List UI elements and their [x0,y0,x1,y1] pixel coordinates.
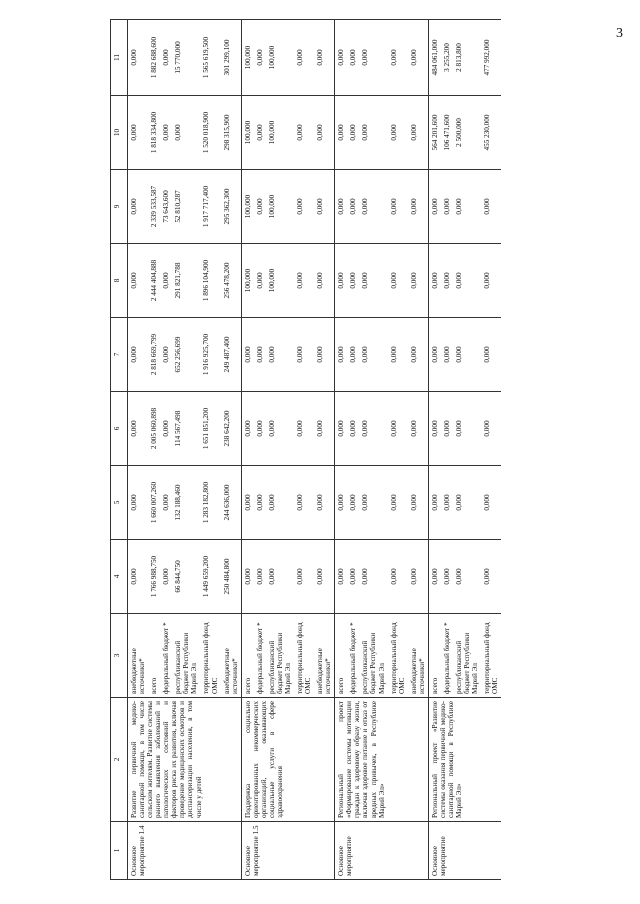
amount-cell: 0,000 [347,96,359,170]
amount-cell: 0,000 [408,244,429,318]
amount-cell: 0,000 [335,96,348,170]
amount-cell: 2 339 533,587 [148,170,160,244]
col-header: 9 [111,170,128,244]
funding-source: всего [241,614,254,698]
amount-cell: 0,000 [441,244,453,318]
amount-cell: 1 917 717,400 [200,170,220,244]
table-row [128,20,149,880]
amount-cell: 0,000 [128,96,149,170]
activity-label: Основное мероприятие 1.5 [241,822,335,880]
amount-cell: 0,000 [314,540,335,614]
amount-cell: 0,000 [314,466,335,540]
amount-cell: 0,000 [359,540,387,614]
amount-cell: 0,000 [347,540,359,614]
amount-cell: 0,000 [254,20,266,96]
amount-cell: 0,000 [481,244,501,318]
amount-cell: 0,000 [314,318,335,392]
funding-source: федеральный бюджет * [347,614,359,698]
funding-source: внебюджетные источники* [128,614,149,698]
amount-cell: 0,000 [160,96,172,170]
amount-cell: 1 660 007,260 [148,466,160,540]
amount-cell: 0,000 [128,318,149,392]
amount-cell: 3 255,200 [441,20,453,96]
amount-cell: 0,000 [453,170,481,244]
amount-cell: 100,000 [266,244,294,318]
amount-cell: 0,000 [241,540,254,614]
funding-source: территориальный фонд ОМС [200,614,220,698]
amount-cell: 0,000 [428,392,441,466]
amount-cell: 0,000 [359,170,387,244]
amount-cell: 100,000 [241,244,254,318]
amount-cell: 100,000 [266,20,294,96]
table-row [428,20,441,880]
amount-cell: 0,000 [388,20,408,96]
amount-cell: 0,000 [441,392,453,466]
amount-cell: 1 283 182,800 [200,466,220,540]
amount-cell: 0,000 [335,244,348,318]
amount-cell: 1 520 018,900 [200,96,220,170]
activity-description: Развитие первичной медико-санитарной помощи, в том числе сельским жителям. Развитие системы раннего выявления заболеваний и патологических состояний и факторов риска их развития, включая проведение медицинских осмотров и диспансеризации населения, в том числе у детей [128,698,242,822]
amount-cell: 73 643,600 [160,170,172,244]
amount-cell: 66 844,750 [172,540,200,614]
funding-source: федеральный бюджет * [441,614,453,698]
funding-source: республиканский бюджет Республики Марий Эл [172,614,200,698]
amount-cell: 0,000 [388,244,408,318]
amount-cell: 100,000 [266,170,294,244]
amount-cell: 0,000 [254,466,266,540]
amount-cell: 132 188,460 [172,466,200,540]
funding-source: всего [428,614,441,698]
amount-cell: 0,000 [453,244,481,318]
funding-source: федеральный бюджет * [160,614,172,698]
header-row [111,20,128,880]
amount-cell: 0,000 [481,392,501,466]
amount-cell: 0,000 [294,244,314,318]
amount-cell: 0,000 [254,318,266,392]
amount-cell: 0,000 [314,20,335,96]
amount-cell: 114 567,498 [172,392,200,466]
amount-cell: 0,000 [266,540,294,614]
amount-cell: 0,000 [408,466,429,540]
amount-cell: 0,000 [408,318,429,392]
amount-cell: 0,000 [266,318,294,392]
amount-cell: 0,000 [335,392,348,466]
funding-source: республиканский бюджет Республики Марий Эл [266,614,294,698]
amount-cell: 100,000 [241,170,254,244]
amount-cell: 0,000 [408,392,429,466]
amount-cell: 0,000 [441,466,453,540]
col-header: 2 [111,698,128,822]
amount-cell: 0,000 [128,466,149,540]
amount-cell: 0,000 [294,170,314,244]
amount-cell: 0,000 [294,96,314,170]
amount-cell: 0,000 [359,244,387,318]
amount-cell: 0,000 [408,20,429,96]
funding-source: территориальный фонд ОМС [294,614,314,698]
amount-cell: 0,000 [241,466,254,540]
amount-cell: 0,000 [294,392,314,466]
amount-cell: 0,000 [388,318,408,392]
amount-cell: 0,000 [428,540,441,614]
amount-cell: 0,000 [347,244,359,318]
amount-cell: 0,000 [408,540,429,614]
amount-cell: 0,000 [128,20,149,96]
amount-cell: 1 896 104,900 [200,244,220,318]
col-header: 8 [111,244,128,318]
amount-cell: 1 449 659,200 [200,540,220,614]
amount-cell: 2 444 404,888 [148,244,160,318]
amount-cell: 0,000 [160,20,172,96]
amount-cell: 0,000 [266,466,294,540]
table-row [335,20,348,880]
amount-cell: 52 810,287 [172,170,200,244]
amount-cell: 1 882 688,600 [148,20,160,96]
amount-cell: 0,000 [266,392,294,466]
funding-source: всего [335,614,348,698]
amount-cell: 0,000 [408,96,429,170]
col-header: 4 [111,540,128,614]
amount-cell: 0,000 [314,170,335,244]
amount-cell: 0,000 [453,318,481,392]
amount-cell: 298 315,900 [221,96,242,170]
amount-cell: 0,000 [335,540,348,614]
rotated-table-container [110,20,600,880]
amount-cell: 0,000 [254,170,266,244]
amount-cell: 0,000 [347,170,359,244]
funding-source: всего [148,614,160,698]
amount-cell: 0,000 [241,318,254,392]
amount-cell: 1 565 619,500 [200,20,220,96]
amount-cell: 0,000 [388,392,408,466]
amount-cell: 0,000 [160,392,172,466]
amount-cell: 0,000 [254,392,266,466]
amount-cell: 0,000 [160,318,172,392]
amount-cell: 0,000 [408,170,429,244]
col-header: 11 [111,20,128,96]
amount-cell: 0,000 [335,20,348,96]
amount-cell: 100,000 [241,20,254,96]
amount-cell: 0,000 [128,170,149,244]
amount-cell: 0,000 [481,170,501,244]
amount-cell: 0,000 [347,466,359,540]
amount-cell: 0,000 [359,318,387,392]
page-number: 3 [616,26,623,41]
funding-source: территориальный фонд ОМС [481,614,501,698]
amount-cell: 1 818 334,800 [148,96,160,170]
col-header: 6 [111,392,128,466]
amount-cell: 0,000 [314,96,335,170]
amount-cell: 0,000 [453,392,481,466]
amount-cell: 0,000 [428,466,441,540]
amount-cell: 0,000 [128,540,149,614]
amount-cell: 100,000 [241,96,254,170]
funding-table [110,19,501,880]
amount-cell: 0,000 [294,466,314,540]
amount-cell: 0,000 [428,318,441,392]
amount-cell: 0,000 [347,318,359,392]
funding-source: внебюджетные источники* [221,614,242,698]
table-body [128,20,502,880]
table-row [241,20,254,880]
amount-cell: 295 362,300 [221,170,242,244]
funding-source: федеральный бюджет * [254,614,266,698]
amount-cell: 0,000 [388,96,408,170]
amount-cell: 0,000 [388,170,408,244]
amount-cell: 0,000 [359,392,387,466]
amount-cell: 0,000 [335,466,348,540]
amount-cell: 455 230,000 [481,96,501,170]
activity-label: Основное мероприятие 1.4 [128,822,242,880]
amount-cell: 15 770,000 [172,20,200,96]
amount-cell: 0,000 [335,170,348,244]
amount-cell: 0,000 [347,392,359,466]
funding-source: республиканский бюджет Республики Марий Эл [453,614,481,698]
amount-cell: 0,000 [441,170,453,244]
amount-cell: 0,000 [314,392,335,466]
amount-cell: 1 916 925,700 [200,318,220,392]
amount-cell: 0,000 [294,540,314,614]
col-header: 1 [111,822,128,880]
activity-description: Региональный проект «Формирование системы мотивации граждан к здоровому образу жизни, включая здоровое питание и отказ от вредных привычек, в Республике Марий Эл» [335,698,429,822]
amount-cell: 0,000 [314,244,335,318]
amount-cell: 0,000 [254,244,266,318]
amount-cell: 291 821,788 [172,244,200,318]
amount-cell: 1 766 988,750 [148,540,160,614]
activity-description: Региональный проект «Развитие системы оказания первичной медико-санитарной помощи в Республике Марий Эл» [428,698,501,822]
col-header: 7 [111,318,128,392]
amount-cell: 0,000 [241,392,254,466]
activity-description: Поддержка социально ориентированных некоммерческих организаций, оказывающих социальные услуги в сфере здравоохранения [241,698,335,822]
amount-cell: 249 487,400 [221,318,242,392]
amount-cell: 2 813,800 [453,20,481,96]
amount-cell: 0,000 [347,20,359,96]
amount-cell: 0,000 [128,244,149,318]
funding-source: внебюджетные источники* [314,614,335,698]
activity-label: Основное мероприятие [335,822,429,880]
col-header: 3 [111,614,128,698]
funding-source: внебюджетные источники* [408,614,429,698]
amount-cell: 0,000 [335,318,348,392]
amount-cell: 0,000 [160,466,172,540]
amount-cell: 0,000 [172,96,200,170]
amount-cell: 0,000 [160,244,172,318]
amount-cell: 256 478,200 [221,244,242,318]
amount-cell: 2 818 669,799 [148,318,160,392]
amount-cell: 238 642,200 [221,392,242,466]
amount-cell: 0,000 [481,318,501,392]
amount-cell: 0,000 [453,540,481,614]
col-header: 10 [111,96,128,170]
amount-cell: 0,000 [294,20,314,96]
amount-cell: 0,000 [254,540,266,614]
amount-cell: 250 484,800 [221,540,242,614]
amount-cell: 0,000 [294,318,314,392]
amount-cell: 2 005 060,898 [148,392,160,466]
amount-cell: 0,000 [160,540,172,614]
col-header: 5 [111,466,128,540]
amount-cell: 106 471,600 [441,96,453,170]
amount-cell: 652 256,699 [172,318,200,392]
funding-source: республиканский бюджет Республики Марий Эл [359,614,387,698]
activity-label: Основное мероприятие [428,822,501,880]
amount-cell: 477 992,000 [481,20,501,96]
funding-source: территориальный фонд ОМС [388,614,408,698]
amount-cell: 0,000 [441,540,453,614]
amount-cell: 0,000 [388,540,408,614]
amount-cell: 0,000 [481,540,501,614]
amount-cell: 0,000 [359,96,387,170]
amount-cell: 0,000 [428,170,441,244]
amount-cell: 0,000 [254,96,266,170]
amount-cell: 0,000 [441,318,453,392]
amount-cell: 0,000 [453,466,481,540]
amount-cell: 2 500,000 [453,96,481,170]
amount-cell: 100,000 [266,96,294,170]
amount-cell: 0,000 [428,244,441,318]
amount-cell: 0,000 [359,466,387,540]
amount-cell: 0,000 [128,392,149,466]
amount-cell: 0,000 [388,466,408,540]
amount-cell: 1 651 851,200 [200,392,220,466]
amount-cell: 301 299,100 [221,20,242,96]
amount-cell: 0,000 [481,466,501,540]
amount-cell: 484 061,000 [428,20,441,96]
amount-cell: 564 201,600 [428,96,441,170]
amount-cell: 0,000 [359,20,387,96]
amount-cell: 244 636,000 [221,466,242,540]
